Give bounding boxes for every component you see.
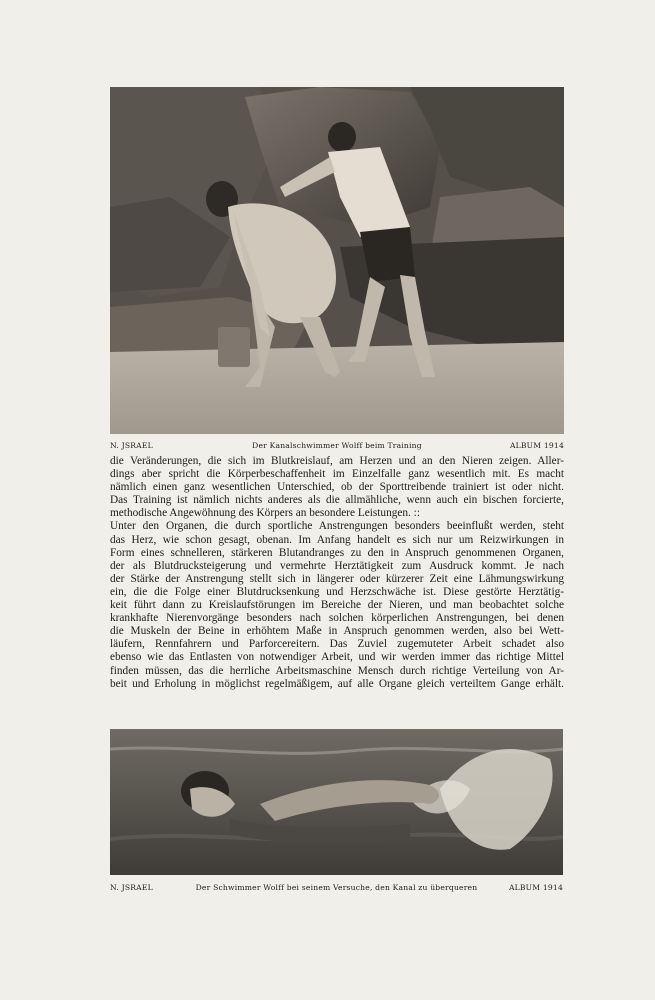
body-line: methodische Angewöhnung des Körpers an besondere Leistungen. :: (110, 507, 420, 520)
caption-bottom-source: ALBUM 1914 (508, 883, 563, 892)
caption-bottom-title: Der Schwimmer Wolff bei seinem Versuche, den Kanal zu überqueren (195, 883, 478, 892)
caption-bottom (110, 883, 563, 897)
caption-bottom-author: N. JSRAEL (110, 883, 153, 892)
body-line: läufern, Rennfahrern und Parforcereitern. Das Zuviel zugemuteter Arbeit schadet also (110, 638, 564, 651)
body-line: Das Training ist nämlich nichts anderes als die allmähliche, wenn auch ein bischen forcierte, (110, 494, 564, 507)
body-line: krankhafte Nierenvorgänge besonders nach solchen körperlichen Anstrengungen, bei denen (110, 612, 564, 625)
body-line: das Herz, wie schon gesagt, obenan. Im Anfang handelt es sich nur um Reizwirkungen in (110, 533, 564, 546)
body-line: keit führt dann zu Kreislaufstörungen im Bereiche der Nieren, und man beobachtet solche (110, 599, 564, 612)
body-line: der als Blutdrucksteigerung und vermehrte Herztätigkeit zum Ausdruck kommt. Je nach (110, 559, 564, 572)
body-line: die Veränderungen, die sich im Blutkreislauf, am Herzen und an den Nieren zeigen. Aller- (110, 455, 564, 467)
body-line: nämlich einen ganz wesentlichen Unterschied, ob der Sporttreibende trainiert ist oder nicht. (110, 481, 564, 494)
caption-top-title: Der Kanalschwimmer Wolff beim Training (252, 441, 422, 450)
body-line: beit und Erholung in möglichst regelmäßigem, auf alle Organe gleich verteiltem Gange erhält. (110, 677, 564, 690)
caption-top-source: ALBUM 1914 (509, 441, 564, 450)
body-line: ein, die die Folge einer Blutdrucksenkung und Herzschwäche ist. Diese gestörte Herztätig- (110, 585, 564, 598)
article-body (110, 455, 564, 691)
body-line: finden müssen, das die herrliche Arbeitsmaschine Mensch durch richtige Verteilung von Ar- (110, 664, 564, 677)
body-line: der Stärke der Anstrengung stellt sich in längerer oder kürzerer Zeit eine Lähmungswirkung (110, 572, 564, 585)
swimmer-photo (110, 729, 563, 875)
body-line: ebenso wie das Entlasten von notwendiger Arbeit, und wir werden immer das richtige Mittel (110, 651, 564, 664)
body-line: Form eines schnelleren, stärkeren Blutandranges zu den in Anspruch genommenen Organen, (110, 546, 564, 559)
swimmer-photo-image (110, 729, 563, 875)
body-line: dings aber spricht die Körperbeschaffenheit im Einzelfalle ganz wesentlich mit. Es macht (110, 468, 564, 481)
caption-top (110, 441, 564, 455)
body-line: Unter den Organen, die durch sportliche Anstrengungen besonders beeinflußt werden, steht (110, 520, 564, 533)
body-line: die Muskeln der Beine in erhöhtem Maße in Anspruch genommen werden, also bei Wett- (110, 625, 564, 638)
training-photo (110, 87, 564, 434)
caption-top-author: N. JSRAEL (110, 441, 153, 450)
training-photo-image (110, 87, 564, 434)
